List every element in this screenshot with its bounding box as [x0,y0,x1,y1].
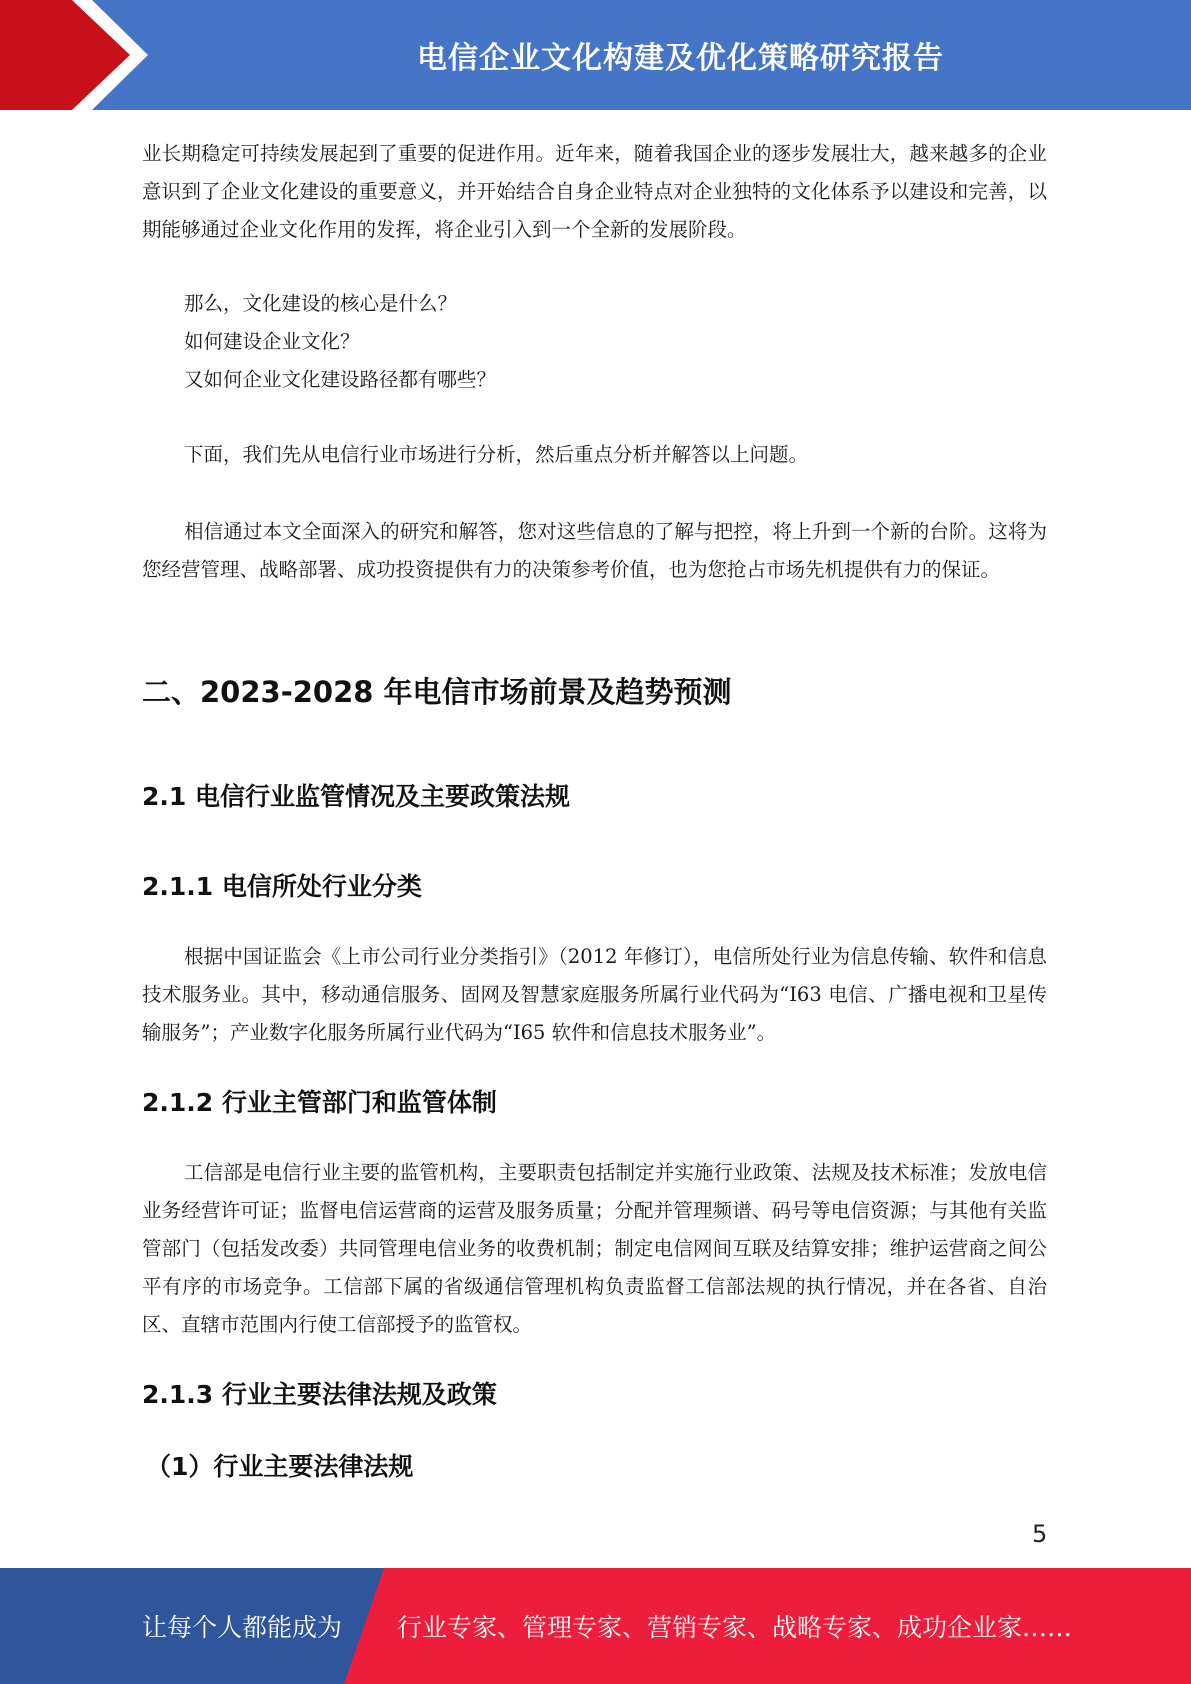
intro-paragraph: 业长期稳定可持续发展起到了重要的促进作用。近年来，随着我国企业的逐步发展壮大，越来越多的企业意识到了企业文化建设的重要意义，并开始结合自身企业特点对企业独特的文化体系予以建设和完善，以期能够通过企业文化作用的发挥，将企业引入到一个全新的发展阶段。 [142,142,1047,241]
footer-slogan-left: 让每个人都能成为 [142,1613,343,1642]
paragraph-2-1-1: 根据中国证监会《上市公司行业分类指引》（2012 年修订），电信所处行业为信息传输、软件和信息技术服务业。其中，移动通信服务、固网及智慧家庭服务所属行业代码为“I63 电信、广播电视和卫星传输服务”；产业数字化服务所属行业代码为“I65 软件和信息技术服务业”。 [142,945,1047,1044]
report-title: 电信企业文化构建及优化策略研究报告 [417,41,944,76]
question-2: 如何建设企业文化？ [184,330,360,353]
question-3: 又如何企业文化建设路径都有哪些？ [184,368,497,391]
subsection-heading: 2.1 电信行业监管情况及主要政策法规 [142,782,570,811]
heading-2-1-2: 2.1.2 行业主管部门和监管体制 [142,1088,497,1117]
page-number: 5 [1032,1520,1048,1548]
page-header [0,0,1191,110]
paragraph-2-1-2: 工信部是电信行业主要的监管机构，主要职责包括制定并实施行业政策、法规及技术标准；发放电信业务经营许可证；监督电信运营商的运营及服务质量；分配并管理频谱、码号等电信资源；与其他有关监管部门（包括发改委）共同管理电信业务的收费机制；制定电信网间互联及结算安排；维护运营商之间公平有序的市场竞争。工信部下属的省级通信管理机构负责监督工信部法规的执行情况，并在各省、自治区、直辖市范围内行使工信部授予的监管权。 [142,1161,1047,1336]
heading-2-1-3: 2.1.3 行业主要法律法规及政策 [142,1380,497,1409]
footer-slogan-right: 行业专家、管理专家、营销专家、战略专家、成功企业家…… [397,1613,1073,1642]
value-paragraph: 相信通过本文全面深入的研究和解答，您对这些信息的了解与把控，将上升到一个新的台阶。这将为您经营管理、战略部署、成功投资提供有力的决策参考价值，也为您抢占市场先机提供有力的保证。 [142,520,1047,581]
page-footer [0,1568,1191,1684]
item-heading-laws: （1）行业主要法律法规 [146,1452,414,1481]
lead-paragraph: 下面，我们先从电信行业市场进行分析，然后重点分析并解答以上问题。 [184,443,809,466]
section-heading: 二、2023-2028 年电信市场前景及趋势预测 [142,675,732,709]
heading-2-1-1: 2.1.1 电信所处行业分类 [142,872,422,901]
question-1: 那么，文化建设的核心是什么？ [184,292,458,315]
